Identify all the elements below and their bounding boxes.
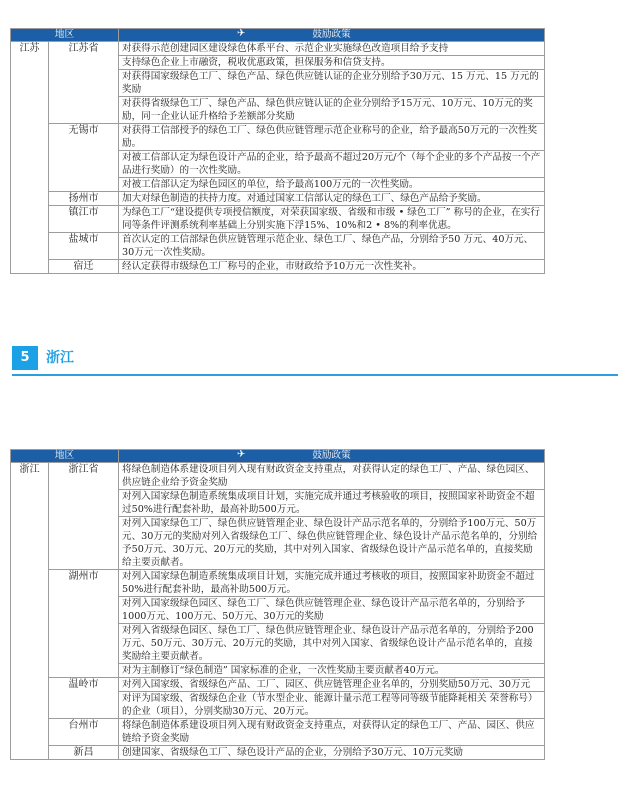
- subregion-cell: 宿迁: [49, 260, 119, 274]
- zhejiang-policy-table: [10, 449, 545, 760]
- policy-cell: 首次认定的工信部绿色供应链管理示范企业、绿色工厂、绿色产品，分别给予50 万元、40万元、30万元一次性奖励。: [119, 233, 545, 260]
- region-cell: 江苏: [11, 42, 49, 274]
- policy-cell: 对为主制修订“绿色制造” 国家标准的企业，一次性奖励主要贡献者40万元。: [119, 664, 545, 678]
- table-header-row: [11, 29, 545, 42]
- policy-cell: 支持绿色企业上市融资，税收优惠政策，担保服务和信贷支持。: [119, 56, 545, 70]
- table-header-row: [11, 450, 545, 463]
- header-policy-label: 鼓励政策: [312, 29, 351, 40]
- header-policy-label: 鼓励政策: [312, 450, 351, 461]
- plane-icon: ✈: [237, 28, 246, 39]
- subregion-cell: 湖州市: [49, 570, 119, 678]
- jiangsu-policy-table: [10, 28, 545, 274]
- policy-cell: 对获得国家级绿色工厂、绿色产品、绿色供应链认证的企业分别给予30万元、15 万元、15 万元的奖励: [119, 70, 545, 97]
- policy-cell: 对列入国家绿色制造系统集成项目计划，实施完成并通过考核验收的项目，按照国家补助资金不超过50%进行配套补助，最高补助500万元。: [119, 490, 545, 517]
- subregion-cell: 新昌: [49, 746, 119, 760]
- section-number: 5: [12, 346, 38, 370]
- policy-cell: 对列入国家绿色制造系统集成项目计划，实施完成并通过考核收的项目，按照国家补助资金不超过50%进行配套补助，最高补助500万元。: [119, 570, 545, 597]
- header-policy: [119, 29, 545, 42]
- table-row: [11, 192, 545, 206]
- policy-cell: 加大对绿色制造的扶持力度。对通过国家工信部认定的绿色工厂、绿色产品给予奖励。: [119, 192, 545, 206]
- table-row: [11, 206, 545, 233]
- subregion-cell: 扬州市: [49, 192, 119, 206]
- policy-cell: 为绿色工厂“建设提供专项授信额度，对荣获国家级、省级和市级 • 绿色工厂” 称号的企业，在实行同等条件评测系统利率基础上分别实施下浮15%、10%和2 • 8%的利率优惠。: [119, 206, 545, 233]
- table-row: [11, 260, 545, 274]
- policy-cell: 对列入国家级绿色园区、绿色工厂、绿色供应链管理企业、绿色设计产品示范名单的，分别给予1000万元、100万元、50万元、30万元的奖励: [119, 597, 545, 624]
- subregion-cell: 盐城市: [49, 233, 119, 260]
- region-cell: 浙江: [11, 463, 49, 760]
- header-region: 地区: [11, 29, 119, 42]
- table-row: [11, 233, 545, 260]
- policy-cell: 对列入省级绿色园区、绿色工厂、绿色供应链管理企业、绿色设计产品示范名单的，分别给予200万元、50万元、30万元、20万元的奖励，其中对列入国家、省级绿色设计产品示范名单的，直接奖励给主要贡献者。: [119, 624, 545, 664]
- policy-cell: 对被工信部认定为绿色设计产品的企业，给予最高不超过20万元/个（每个企业的多个产品按一个产品进行奖励）的一次性奖励。: [119, 151, 545, 178]
- policy-cell: 对评为国家级、省级绿色企业（节水型企业、能源计量示范工程等同等级节能降耗相关 荣誉称号）的企业（项目），分别奖励30万元、20万元。: [119, 692, 545, 719]
- header-policy: [119, 450, 545, 463]
- policy-cell: 对被工信部认定为绿色园区的单位，给予最高100万元的一次性奖励。: [119, 178, 545, 192]
- section-title: 浙江: [46, 350, 74, 366]
- table-row: [11, 124, 545, 151]
- subregion-cell: 无锡市: [49, 124, 119, 192]
- table-row: [11, 463, 545, 490]
- subregion-cell: 温岭市: [49, 678, 119, 719]
- subregion-cell: 镇江市: [49, 206, 119, 233]
- policy-cell: 对获得省级绿色工厂、绿色产品、绿色供应链认证的企业分别给予15万元、10万元、10万元的奖励，同一企业认证升格给予差额部分奖励: [119, 97, 545, 124]
- policy-cell: 对列入国家级、省级绿色产品、工厂、园区、供应链管理企业名单的，分别奖励50万元、30万元: [119, 678, 545, 692]
- policy-cell: 对列入国家绿色工厂、绿色供应链管理企业、绿色设计产品示范名单的，分别给予100万元、50万元、30万元的奖励对列入省级绿色工厂、绿色供应链管理企业、绿色设计产品示范名单的，分别给予50万元、30万元、20万元的奖励，其中对列入国家、省级绿色设计产品示范名单的，直接奖励给主要贡献者。: [119, 517, 545, 570]
- policy-cell: 将绿色制造体系建设项目列入现有财政资金支持重点，对获得认定的绿色工厂、产品、绿色园区、供应链企业给予资金奖励: [119, 463, 545, 490]
- table-row: [11, 678, 545, 692]
- policy-cell: 创建国家、省级绿色工厂、绿色设计产品的企业，分别给予30万元、10万元奖励: [119, 746, 545, 760]
- section-divider: [12, 374, 618, 376]
- subregion-cell: 浙江省: [49, 463, 119, 570]
- policy-cell: 对获得工信部授予的绿色工厂、绿色供应链管理示范企业称号的企业，给予最高50万元的一次性奖励。: [119, 124, 545, 151]
- table-row: [11, 746, 545, 760]
- policy-cell: 对获得示范创建园区建设绿色体系平台、示范企业实施绿色改造项目给予支持: [119, 42, 545, 56]
- subregion-cell: 江苏省: [49, 42, 119, 124]
- section-header: [0, 342, 620, 378]
- table-row: [11, 42, 545, 56]
- plane-icon: ✈: [237, 449, 246, 460]
- table-row: [11, 570, 545, 597]
- table-row: [11, 719, 545, 746]
- subregion-cell: 台州市: [49, 719, 119, 746]
- policy-cell: 经认定获得市级绿色工厂称号的企业，市财政给予10万元一次性奖补。: [119, 260, 545, 274]
- policy-cell: 将绿色制造体系建设项目列入现有财政资金支持重点，对获得认定的绿色工厂、产品、园区、供应链给予资金奖励: [119, 719, 545, 746]
- header-region: 地区: [11, 450, 119, 463]
